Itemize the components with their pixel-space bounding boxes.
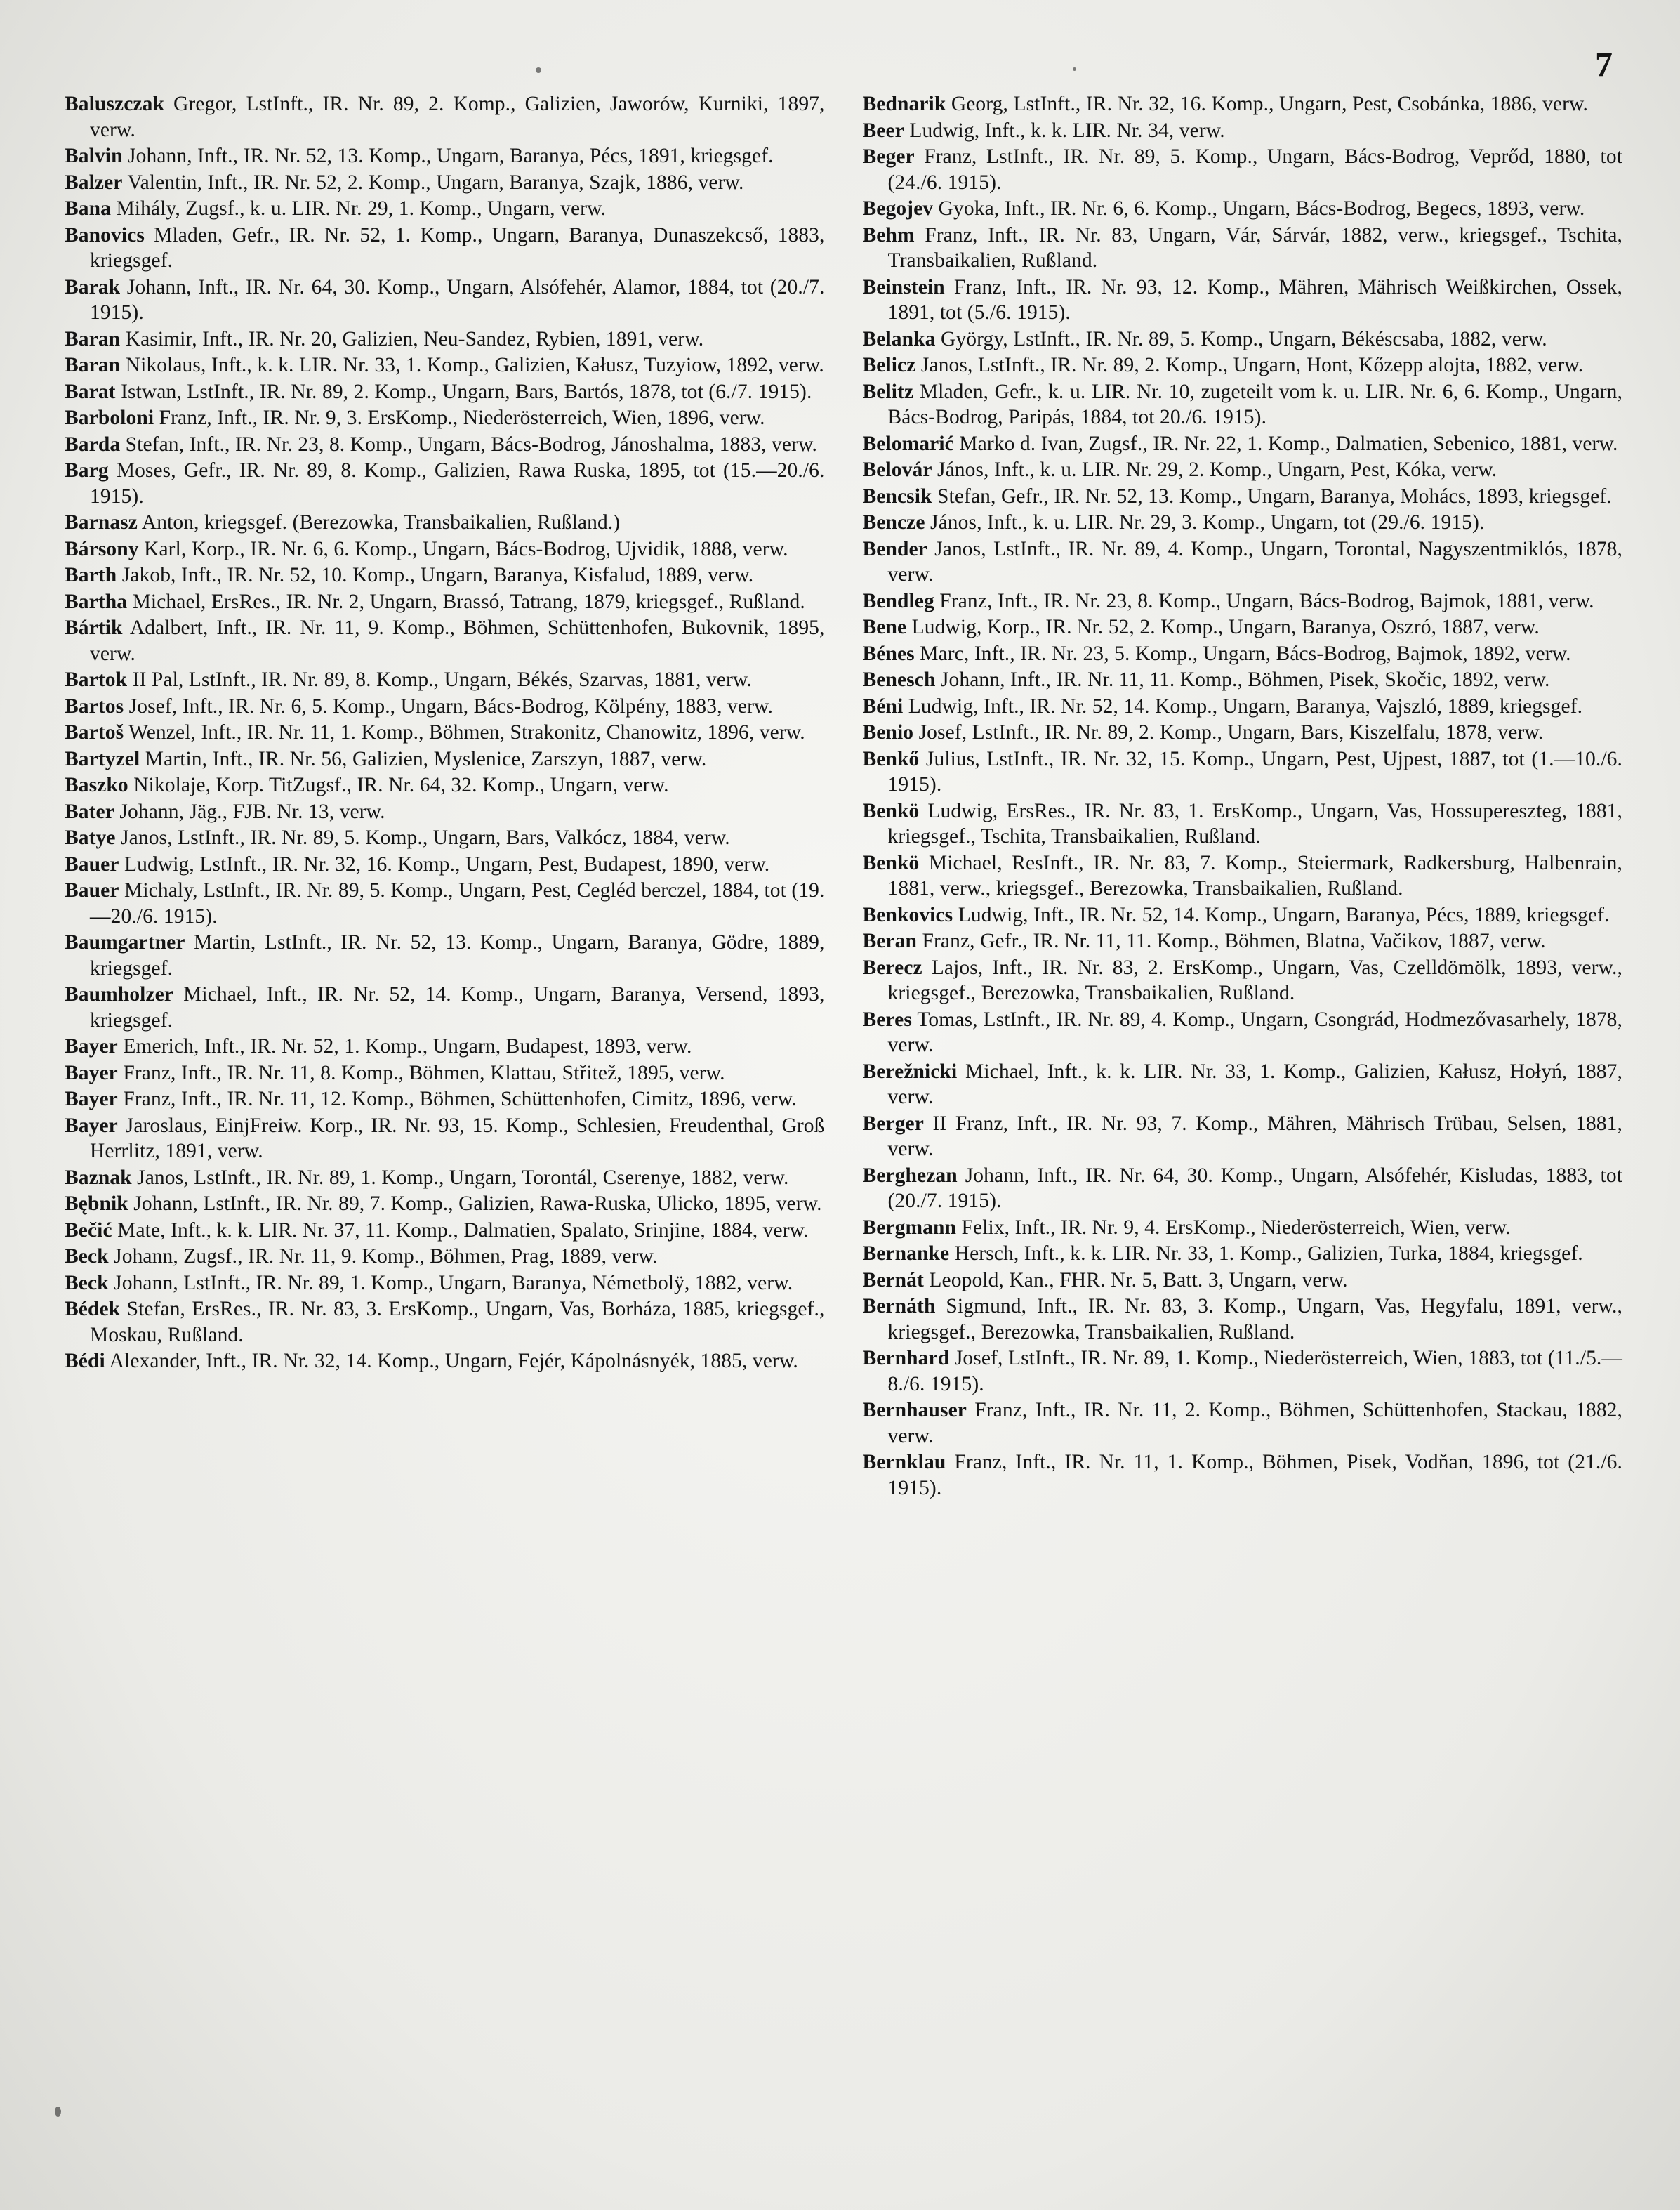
entry-details: Janos, LstInft., IR. Nr. 89, 5. Komp., Ungarn, Bars, Valkócz, 1884, verw. — [115, 827, 730, 849]
entry-details: Gregor, LstInft., IR. Nr. 89, 2. Komp., Galizien, Jaworów, Kurniki, 1897, verw. — [90, 93, 825, 141]
casualty-entry — [65, 275, 825, 326]
entry-details: Georg, LstInft., IR. Nr. 32, 16. Komp., Ungarn, Pest, Csobánka, 1886, verw. — [946, 93, 1588, 115]
entry-details: Johann, Inft., IR. Nr. 11, 11. Komp., Böhmen, Pisek, Skočic, 1892, verw. — [935, 669, 1550, 691]
surname: Bayer — [65, 1088, 118, 1110]
entry-details: Johann, Inft., IR. Nr. 52, 13. Komp., Ungarn, Baranya, Pécs, 1891, kriegsgef. — [122, 145, 774, 167]
entry-details: Karl, Korp., IR. Nr. 6, 6. Komp., Ungarn, Bács-Bodrog, Ujvidik, 1888, verw. — [138, 537, 788, 560]
entry-details: Franz, Gefr., IR. Nr. 11, 11. Komp., Böhmen, Blatna, Vačikov, 1887, verw. — [917, 930, 1546, 952]
casualty-entry — [863, 327, 1623, 353]
entry-details: Johann, Inft., IR. Nr. 64, 30. Komp., Ungarn, Alsófehér, Kisludas, 1883, tot (20./7. 1915). — [887, 1164, 1622, 1212]
surname: Beck — [65, 1245, 109, 1268]
surname: Bayer — [65, 1061, 118, 1084]
ink-speck — [55, 2107, 61, 2117]
casualty-entry — [65, 1165, 825, 1191]
surname: Beran — [862, 930, 918, 952]
entry-details: Nikolaje, Korp. TitZugsf., IR. Nr. 64, 32. Komp., Ungarn, verw. — [128, 774, 669, 796]
entry-details: Jaroslaus, EinjFreiw. Korp., IR. Nr. 93, 15. Komp., Schlesien, Freudenthal, Groß Herrlitz, 1891, verw. — [90, 1114, 825, 1162]
surname: Begojev — [862, 197, 934, 220]
entry-details: Franz, Inft., IR. Nr. 11, 8. Komp., Böhmen, Klattau, Střitež, 1895, verw. — [117, 1061, 725, 1084]
casualty-entry — [65, 772, 825, 798]
surname: Béni — [862, 695, 904, 718]
surname: Barak — [65, 275, 121, 298]
casualty-entry — [65, 432, 825, 458]
entry-details: Felix, Inft., IR. Nr. 9, 4. ErsKomp., Niederösterreich, Wien, verw. — [956, 1216, 1511, 1239]
surname: Beger — [862, 145, 915, 168]
casualty-entry — [65, 589, 825, 615]
entry-details: Mladen, Gefr., IR. Nr. 52, 1. Komp., Ungarn, Baranya, Dunaszekcső, 1883, kriegsgef. — [90, 223, 825, 272]
surname: Benkovics — [862, 903, 953, 926]
entry-details: Valentin, Inft., IR. Nr. 52, 2. Komp., Ungarn, Baranya, Szajk, 1886, verw. — [122, 171, 744, 194]
entry-details: Stefan, Inft., IR. Nr. 23, 8. Komp., Ungarn, Bács-Bodrog, Jánoshalma, 1883, verw. — [120, 433, 817, 456]
surname: Bénes — [862, 642, 915, 665]
entry-details: János, Inft., k. u. LIR. Nr. 29, 3. Komp., Ungarn, tot (29./6. 1915). — [925, 511, 1485, 534]
casualty-entry — [65, 878, 825, 929]
surname: Baran — [65, 327, 121, 350]
surname: Bana — [65, 197, 111, 220]
casualty-entry — [65, 1244, 825, 1270]
casualty-entry — [863, 798, 1623, 850]
casualty-entry — [65, 196, 825, 222]
surname: Beinstein — [862, 275, 945, 298]
casualty-entry — [65, 799, 825, 825]
casualty-entry — [65, 458, 825, 509]
surname: Bendleg — [862, 589, 934, 612]
casualty-entry — [65, 667, 825, 693]
casualty-entry — [863, 379, 1623, 430]
surname: Bartos — [65, 695, 124, 718]
casualty-entry — [65, 615, 825, 666]
entry-details: Sigmund, Inft., IR. Nr. 83, 3. Komp., Ungarn, Vas, Hegyfalu, 1891, verw., kriegsgef., Berezowka, Transbaikalien, Rußland. — [887, 1295, 1622, 1343]
entry-details: Mate, Inft., k. k. LIR. Nr. 37, 11. Komp., Dalmatien, Spalato, Srinjine, 1884, verw. — [112, 1218, 809, 1242]
casualty-entry — [65, 1296, 825, 1348]
surname: Baluszczak — [65, 93, 164, 115]
surname: Bene — [862, 616, 907, 638]
surname: Bartok — [65, 669, 128, 691]
surname: Bartoš — [65, 721, 124, 744]
surname: Belovár — [862, 459, 932, 481]
surname: Bernanke — [862, 1242, 950, 1265]
casualty-entry — [65, 1191, 825, 1217]
casualty-entry — [863, 91, 1623, 117]
casualty-entry — [863, 667, 1623, 693]
entry-details: Franz, Inft., IR. Nr. 9, 3. ErsKomp., Niederösterreich, Wien, 1896, verw. — [154, 407, 765, 429]
surname: Belicz — [862, 354, 916, 376]
casualty-entry — [863, 537, 1623, 588]
entry-details: Ludwig, Inft., IR. Nr. 52, 14. Komp., Ungarn, Baranya, Pécs, 1889, kriegsgef. — [953, 903, 1610, 926]
entry-details: Martin, LstInft., IR. Nr. 52, 13. Komp., Ungarn, Baranya, Gödre, 1889, kriegsgef. — [90, 931, 825, 980]
entry-details: Janos, LstInft., IR. Nr. 89, 1. Komp., Ungarn, Torontál, Cserenye, 1882, verw. — [131, 1166, 789, 1189]
surname: Bernhauser — [862, 1399, 967, 1421]
entry-details: Johann, Jäg., FJB. Nr. 13, verw. — [114, 800, 385, 823]
casualty-entry — [65, 746, 825, 772]
entry-details: Franz, Inft., IR. Nr. 83, Ungarn, Vár, Sárvár, 1882, verw., kriegsgef., Tschita, Transbaikalien, Rußland. — [887, 223, 1622, 272]
casualty-entry — [863, 746, 1623, 798]
right-column — [863, 91, 1623, 1501]
casualty-entry — [863, 1346, 1623, 1397]
casualty-entry — [863, 614, 1623, 640]
surname: Bársony — [65, 537, 139, 560]
entry-details: Johann, Zugsf., IR. Nr. 11, 9. Komp., Böhmen, Prag, 1889, verw. — [108, 1245, 658, 1268]
surname: Berežnicki — [862, 1060, 958, 1083]
ink-speck — [536, 67, 541, 73]
casualty-entry — [65, 930, 825, 981]
casualty-entry — [863, 196, 1623, 222]
casualty-entry — [65, 852, 825, 878]
surname: Balzer — [65, 171, 123, 194]
columns — [65, 91, 1622, 1501]
surname: Benkö — [862, 799, 920, 822]
entry-details: Michael, Inft., IR. Nr. 52, 14. Komp., Ungarn, Baranya, Versend, 1893, kriegsgef. — [90, 983, 825, 1032]
entry-details: Michaly, LstInft., IR. Nr. 89, 5. Komp., Ungarn, Pest, Cegléd berczel, 1884, tot (19.—20./6. 1915). — [90, 879, 825, 928]
surname: Benkö — [862, 851, 920, 874]
surname: Barat — [65, 380, 116, 403]
surname: Bartyzel — [65, 747, 140, 770]
surname: Bártik — [65, 617, 123, 639]
surname: Beck — [65, 1271, 109, 1294]
casualty-entry — [863, 1215, 1623, 1241]
surname: Baumgartner — [65, 931, 185, 954]
surname: Bębnik — [65, 1192, 128, 1215]
entry-details: Marc, Inft., IR. Nr. 23, 5. Komp., Ungarn, Bács-Bodrog, Bajmok, 1892, verw. — [914, 642, 1571, 665]
casualty-entry — [863, 694, 1623, 720]
entry-details: Michael, ErsRes., IR. Nr. 2, Ungarn, Brassó, Tatrang, 1879, kriegsgef., Rußland. — [127, 590, 805, 613]
surname: Bernát — [862, 1268, 924, 1291]
casualty-entry — [65, 1113, 825, 1164]
entry-details: Stefan, Gefr., IR. Nr. 52, 13. Komp., Ungarn, Baranya, Mohács, 1893, kriegsgef. — [932, 485, 1612, 508]
casualty-entry — [65, 405, 825, 431]
surname: Bednarik — [862, 93, 946, 115]
casualty-entry — [863, 1163, 1623, 1214]
entry-details: Janos, LstInft., IR. Nr. 89, 2. Komp., Ungarn, Hont, Kőzepp alojta, 1882, verw. — [915, 354, 1584, 376]
left-column — [65, 91, 825, 1501]
casualty-entry — [65, 1034, 825, 1060]
surname: Bencsik — [862, 485, 932, 508]
surname: Benkő — [862, 747, 920, 770]
surname: Barnasz — [65, 511, 138, 534]
entry-details: Mladen, Gefr., k. u. LIR. Nr. 10, zugeteilt vom k. u. LIR. Nr. 6, 6. Komp., Ungarn, Bács-Bodrog, Paripás, 1884, tot 20./6. 1915). — [887, 380, 1622, 428]
ink-speck — [1073, 67, 1076, 71]
entry-details: Jakob, Inft., IR. Nr. 52, 10. Komp., Ungarn, Baranya, Kisfalud, 1889, verw. — [117, 564, 754, 586]
surname: Benio — [862, 721, 914, 744]
entry-details: Marko d. Ivan, Zugsf., IR. Nr. 22, 1. Komp., Dalmatien, Sebenico, 1881, verw. — [953, 432, 1618, 455]
surname: Benesch — [862, 669, 936, 691]
casualty-entry — [65, 563, 825, 588]
casualty-entry — [65, 537, 825, 563]
surname: Berger — [862, 1112, 924, 1135]
surname: Banovics — [65, 223, 145, 246]
casualty-entry — [863, 641, 1623, 667]
entry-details: Gyoka, Inft., IR. Nr. 6, 6. Komp., Ungarn, Bács-Bodrog, Begecs, 1893, verw. — [933, 197, 1585, 220]
casualty-entry — [863, 928, 1623, 954]
casualty-entry — [863, 431, 1623, 457]
entry-details: Franz, Inft., IR. Nr. 11, 2. Komp., Böhmen, Schüttenhofen, Stackau, 1882, verw. — [887, 1399, 1622, 1447]
entry-details: Franz, Inft., IR. Nr. 93, 12. Komp., Mähren, Mährisch Weißkirchen, Ossek, 1891, tot (5./6. 1915). — [887, 275, 1622, 324]
entry-details: Stefan, ErsRes., IR. Nr. 83, 3. ErsKomp., Ungarn, Vas, Borháza, 1885, kriegsgef., Moskau, Rußland. — [90, 1298, 825, 1346]
surname: Barda — [65, 433, 121, 456]
surname: Bayer — [65, 1035, 118, 1058]
casualty-entry — [863, 1007, 1623, 1058]
surname: Bernhard — [862, 1347, 950, 1369]
entry-details: János, Inft., k. u. LIR. Nr. 29, 2. Komp., Ungarn, Pest, Kóka, verw. — [932, 459, 1497, 481]
casualty-entry — [65, 143, 825, 169]
surname: Barboloni — [65, 407, 154, 429]
surname: Belomarić — [862, 432, 954, 455]
entry-details: Istwan, LstInft., IR. Nr. 89, 2. Komp., Ungarn, Bars, Bartós, 1878, tot (6./7. 1915). — [115, 380, 812, 403]
surname: Bergmann — [862, 1216, 957, 1239]
surname: Bernklau — [862, 1451, 946, 1473]
entry-details: Josef, Inft., IR. Nr. 6, 5. Komp., Ungarn, Bács-Bodrog, Kölpény, 1883, verw. — [124, 695, 773, 718]
page-number: 7 — [1595, 44, 1613, 84]
entry-details: Johann, LstInft., IR. Nr. 89, 7. Komp., Galizien, Rawa-Ruska, Ulicko, 1895, verw. — [128, 1192, 822, 1215]
casualty-entry — [65, 170, 825, 196]
casualty-entry — [863, 1397, 1623, 1449]
entry-details: Ludwig, ErsRes., IR. Nr. 83, 1. ErsKomp., Ungarn, Vas, Hossupereszteg, 1881, kriegsgef., Tschita, Transbaikalien, Rußland. — [887, 799, 1622, 848]
entry-details: Michael, Inft., k. k. LIR. Nr. 33, 1. Komp., Galizien, Kałusz, Hołyń, 1887, verw. — [887, 1060, 1622, 1108]
surname: Balvin — [65, 145, 123, 167]
entry-details: Leopold, Kan., FHR. Nr. 5, Batt. 3, Ungarn, verw. — [923, 1268, 1348, 1291]
entry-details: Julius, LstInft., IR. Nr. 32, 15. Komp., Ungarn, Pest, Ujpest, 1887, tot (1.—10./6. 1915). — [887, 747, 1622, 796]
surname: Berecz — [862, 956, 922, 979]
entry-details: Hersch, Inft., k. k. LIR. Nr. 33, 1. Komp., Galizien, Turka, 1884, kriegsgef. — [949, 1242, 1583, 1265]
entry-details: Franz, Inft., IR. Nr. 23, 8. Komp., Ungarn, Bács-Bodrog, Bajmok, 1881, verw. — [934, 589, 1594, 612]
casualty-entry — [863, 223, 1623, 274]
casualty-entry — [863, 955, 1623, 1006]
surname: Batye — [65, 827, 116, 849]
casualty-entry — [863, 484, 1623, 510]
casualty-entry — [863, 144, 1623, 195]
casualty-entry — [65, 720, 825, 746]
casualty-entry — [65, 1218, 825, 1244]
casualty-entry — [863, 457, 1623, 483]
entry-details: Anton, kriegsgef. (Berezowka, Transbaikalien, Rußland.) — [137, 511, 621, 534]
surname: Baznak — [65, 1166, 132, 1189]
entry-details: II Pal, LstInft., IR. Nr. 89, 8. Komp., Ungarn, Békés, Szarvas, 1881, verw. — [127, 669, 752, 691]
entry-details: Franz, Inft., IR. Nr. 11, 12. Komp., Böhmen, Schüttenhofen, Cimitz, 1896, verw. — [117, 1088, 797, 1110]
surname: Bencze — [862, 511, 925, 534]
casualty-entry — [65, 379, 825, 405]
casualty-entry — [65, 982, 825, 1033]
surname: Baran — [65, 354, 121, 376]
casualty-entry — [863, 275, 1623, 326]
entry-details: II Franz, Inft., IR. Nr. 93, 7. Komp., Mähren, Mährisch Trübau, Selsen, 1881, verw. — [887, 1112, 1622, 1160]
casualty-entry — [65, 327, 825, 353]
entry-details: Johann, Inft., IR. Nr. 64, 30. Komp., Ungarn, Alsófehér, Alamor, 1884, tot (20./7. 1915). — [90, 275, 825, 324]
surname: Bartha — [65, 590, 128, 613]
casualty-entry — [65, 1270, 825, 1296]
casualty-entry — [863, 902, 1623, 928]
entry-details: Ludwig, Korp., IR. Nr. 52, 2. Komp., Ungarn, Baranya, Oszró, 1887, verw. — [906, 616, 1540, 638]
casualty-entry — [863, 1268, 1623, 1294]
casualty-entry — [65, 825, 825, 851]
casualty-entry — [65, 353, 825, 379]
entry-details: Johann, LstInft., IR. Nr. 89, 1. Komp., Ungarn, Baranya, Németbolÿ, 1882, verw. — [108, 1271, 793, 1294]
surname: Barth — [65, 564, 117, 586]
surname: Bauer — [65, 853, 119, 876]
casualty-entry — [863, 118, 1623, 144]
entry-details: Franz, Inft., IR. Nr. 11, 1. Komp., Böhmen, Pisek, Vodňan, 1896, tot (21./6. 1915). — [887, 1451, 1622, 1499]
entry-details: Ludwig, Inft., IR. Nr. 52, 14. Komp., Ungarn, Baranya, Vajszló, 1889, kriegsgef. — [903, 695, 1583, 718]
casualty-entry — [863, 1449, 1623, 1501]
entry-details: Ludwig, Inft., k. k. LIR. Nr. 34, verw. — [904, 119, 1225, 142]
surname: Bédi — [65, 1350, 105, 1372]
surname: Beres — [862, 1008, 912, 1031]
surname: Baszko — [65, 774, 128, 796]
entry-details: Mihály, Zugsf., k. u. LIR. Nr. 29, 1. Komp., Ungarn, verw. — [110, 197, 607, 220]
entry-details: Kasimir, Inft., IR. Nr. 20, Galizien, Neu-Sandez, Rybien, 1891, verw. — [120, 327, 704, 350]
casualty-entry — [863, 1059, 1623, 1110]
casualty-entry — [863, 1111, 1623, 1162]
surname: Bernáth — [862, 1295, 936, 1317]
surname: Bédek — [65, 1298, 121, 1320]
entry-details: Lajos, Inft., IR. Nr. 83, 2. ErsKomp., Ungarn, Vas, Czelldömölk, 1893, verw., kriegsgef., Berezowka, Transbaikalien, Rußland. — [887, 956, 1622, 1004]
surname: Bayer — [65, 1114, 118, 1137]
entry-details: Josef, LstInft., IR. Nr. 89, 1. Komp., Niederösterreich, Wien, 1883, tot (11./5.—8./6. 1915). — [887, 1347, 1622, 1395]
casualty-entry — [863, 353, 1623, 379]
surname: Beer — [862, 119, 904, 142]
casualty-entry — [863, 1241, 1623, 1267]
casualty-entry — [65, 1060, 825, 1086]
surname: Behm — [862, 223, 915, 246]
surname: Bečić — [65, 1218, 112, 1242]
casualty-entry — [863, 720, 1623, 746]
casualty-entry — [65, 1348, 825, 1374]
casualty-entry — [65, 694, 825, 720]
entry-details: Ludwig, LstInft., IR. Nr. 32, 16. Komp., Ungarn, Pest, Budapest, 1890, verw. — [119, 853, 770, 876]
entry-details: Adalbert, Inft., IR. Nr. 11, 9. Komp., Böhmen, Schüttenhofen, Bukovnik, 1895, verw. — [90, 617, 825, 665]
casualty-entry — [863, 1294, 1623, 1345]
entry-details: Nikolaus, Inft., k. k. LIR. Nr. 33, 1. Komp., Galizien, Kałusz, Tuzyiow, 1892, verw. — [120, 354, 824, 376]
surname: Belitz — [862, 380, 914, 403]
surname: Bater — [65, 800, 114, 823]
entry-details: Josef, LstInft., IR. Nr. 89, 2. Komp., Ungarn, Bars, Kiszelfalu, 1878, verw. — [913, 721, 1544, 744]
surname: Baumholzer — [65, 983, 174, 1006]
surname: Bauer — [65, 879, 119, 902]
entry-details: Martin, Inft., IR. Nr. 56, Galizien, Myslenice, Zarszyn, 1887, verw. — [140, 747, 707, 770]
casualty-entry — [863, 850, 1623, 902]
entry-details: György, LstInft., IR. Nr. 89, 5. Komp., Ungarn, Békéscsaba, 1882, verw. — [935, 327, 1547, 350]
surname: Berghezan — [862, 1164, 958, 1187]
entry-details: Alexander, Inft., IR. Nr. 32, 14. Komp., Ungarn, Fejér, Kápolnásnyék, 1885, verw. — [105, 1350, 798, 1372]
entry-details: Franz, LstInft., IR. Nr. 89, 5. Komp., Ungarn, Bács-Bodrog, Veprőd, 1880, tot (24./6. 1915). — [887, 145, 1622, 194]
entry-details: Emerich, Inft., IR. Nr. 52, 1. Komp., Ungarn, Budapest, 1893, verw. — [117, 1035, 692, 1058]
casualty-entry — [65, 510, 825, 536]
casualty-entry — [65, 91, 825, 143]
casualty-entry — [65, 1086, 825, 1112]
casualty-entry — [863, 510, 1623, 536]
entry-details: Wenzel, Inft., IR. Nr. 11, 1. Komp., Böhmen, Strakonitz, Chanowitz, 1896, verw. — [124, 721, 805, 744]
entry-details: Michael, ResInft., IR. Nr. 83, 7. Komp., Steiermark, Radkersburg, Halbenrain, 1881, verw., kriegsgef., Berezowka, Transbaikalien, Rußland. — [887, 851, 1622, 900]
casualty-entry — [863, 588, 1623, 614]
entry-details: Moses, Gefr., IR. Nr. 89, 8. Komp., Galizien, Rawa Ruska, 1895, tot (15.—20./6. 1915). — [90, 459, 825, 508]
casualty-entry — [65, 223, 825, 274]
entry-details: Janos, LstInft., IR. Nr. 89, 4. Komp., Ungarn, Torontal, Nagyszentmiklós, 1878, verw. — [887, 537, 1622, 586]
surname: Belanka — [862, 327, 936, 350]
surname: Bender — [862, 537, 927, 560]
entry-details: Tomas, LstInft., IR. Nr. 89, 4. Komp., Ungarn, Csongrád, Hodmezővasarhely, 1878, verw. — [887, 1008, 1622, 1056]
surname: Barg — [65, 459, 109, 482]
